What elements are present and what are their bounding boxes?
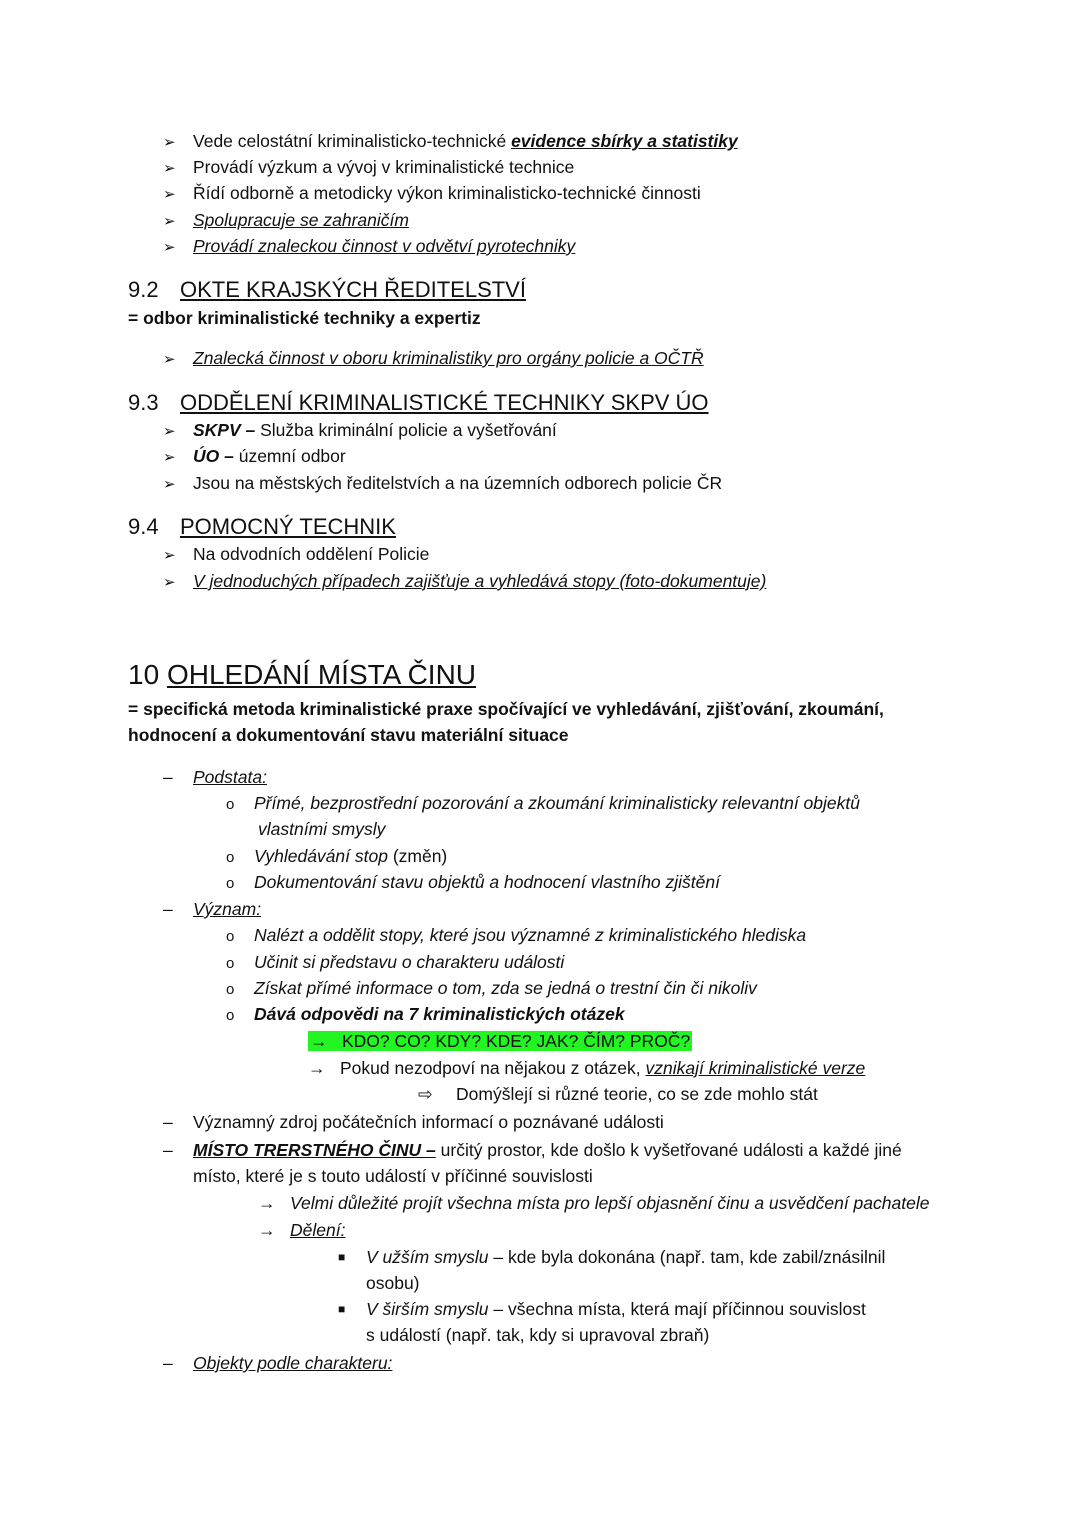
- section-title: ODDĚLENÍ KRIMINALISTICKÉ TECHNIKY SKPV ÚO: [180, 390, 709, 415]
- list-item: [226, 922, 806, 950]
- list-item: [338, 1244, 885, 1270]
- podstata-heading: [163, 764, 267, 790]
- item-text: Služba kriminální policie a vyšetřování: [255, 420, 557, 440]
- circle-bullet-icon: o: [226, 875, 235, 892]
- deleni-heading: [258, 1217, 345, 1243]
- list-item: [226, 843, 447, 871]
- list-item: [163, 180, 701, 208]
- vyznam-label: Význam:: [193, 899, 262, 919]
- dash-bullet-icon: –: [163, 767, 173, 787]
- arrow-icon: →: [258, 1193, 276, 1213]
- list-item: [163, 1109, 664, 1135]
- arrowhead-bullet-icon: ➢: [163, 186, 176, 203]
- arrowhead-bullet-icon: ➢: [163, 423, 176, 440]
- circle-bullet-icon: o: [226, 1007, 235, 1024]
- objekty-label: Objekty podle charakteru:: [193, 1353, 393, 1373]
- misto-term: MÍSTO TRERSTNÉHO ČINU –: [193, 1140, 436, 1160]
- item-text: V jednoduchých případech zajišťuje a vyhledává stopy (foto-dokumentuje): [193, 571, 767, 591]
- arrow-icon: →: [258, 1220, 276, 1240]
- chapter-definition-line-2: hodnocení a dokumentování stavu materiální situace: [128, 725, 569, 745]
- list-item: [226, 949, 564, 977]
- list-item: [163, 207, 409, 235]
- item-text: Řídí odborně a metodicky výkon kriminalisticko-technické činnosti: [193, 183, 701, 203]
- section-heading-9-2: [128, 275, 526, 305]
- list-item: [163, 154, 574, 182]
- list-item: [226, 790, 860, 818]
- item-text: Znalecká činnost v oboru kriminalistiky pro orgány policie a OČTŘ: [193, 348, 704, 368]
- square-bullet-icon: ■: [338, 1250, 346, 1264]
- item-text-continued: s událostí (např. tak, kdy si upravoval zbraň): [366, 1325, 710, 1345]
- theories-line: [418, 1081, 818, 1107]
- dash-bullet-icon: –: [163, 1353, 173, 1373]
- circle-bullet-icon: o: [226, 955, 235, 972]
- arrowhead-bullet-icon: ➢: [163, 134, 176, 151]
- item-term: V užším smyslu: [366, 1247, 489, 1267]
- section-heading-9-4: [128, 512, 396, 542]
- square-bullet-icon: ■: [338, 1302, 346, 1316]
- arrowhead-bullet-icon: ➢: [163, 351, 176, 368]
- section-heading-9-3: [128, 388, 709, 418]
- versions-text: Pokud nezodpoví na nějakou z otázek,: [340, 1058, 646, 1078]
- chapter-heading-10: [128, 657, 476, 693]
- item-text: Získat přímé informace o tom, zda se jedná o trestní čin či nikoliv: [254, 978, 757, 998]
- section-number: 9.3: [128, 390, 159, 415]
- item-text-continued: osobu): [366, 1273, 420, 1293]
- chapter-title: OHLEDÁNÍ MÍSTA ČINU: [166, 659, 477, 690]
- chapter-definition-line-1: = specifická metoda kriminalistické praxe spočívající ve vyhledávání, zjišťování, zkoumání,: [128, 699, 884, 719]
- misto-note: [258, 1190, 929, 1216]
- list-item: [163, 345, 704, 373]
- arrowhead-bullet-icon: ➢: [163, 574, 176, 591]
- arrowhead-bullet-icon: ➢: [163, 239, 176, 256]
- item-text-rest: (změn): [387, 846, 448, 866]
- section-definition: = odbor kriminalistické techniky a expertiz: [128, 308, 481, 328]
- chapter-number: 10: [128, 659, 160, 690]
- highlighted-questions: [308, 1031, 692, 1051]
- item-text: Přímé, bezprostřední pozorování a zkoumání kriminalisticky relevantní objektů: [254, 793, 860, 813]
- list-item: [163, 470, 722, 498]
- objekty-heading: [163, 1350, 392, 1376]
- item-term: SKPV –: [193, 420, 256, 440]
- theories-text: Domýšlejí si různé teorie, co se zde mohlo stát: [456, 1084, 818, 1104]
- circle-bullet-icon: o: [226, 981, 235, 998]
- item-text: Spolupracuje se zahraničím: [193, 210, 409, 230]
- item-text: Významný zdroj počátečních informací o poznávané události: [193, 1112, 664, 1132]
- item-text: Vyhledávání stop: [254, 846, 388, 866]
- list-item: [163, 541, 429, 569]
- item-text: Na odvodních oddělení Policie: [193, 544, 430, 564]
- misto-text: určitý prostor, kde došlo k vyšetřované události a každé jiné: [435, 1140, 902, 1160]
- item-text: – kde byla dokonána (např. tam, kde zabil/znásilnil: [488, 1247, 886, 1267]
- list-item: [163, 128, 738, 156]
- circle-bullet-icon: o: [226, 849, 235, 866]
- section-number: 9.2: [128, 277, 159, 302]
- arrowhead-bullet-icon: ➢: [163, 547, 176, 564]
- hollow-arrow-icon: ⇨: [418, 1084, 433, 1104]
- note-text: Velmi důležité projít všechna místa pro lepší objasnění činu a usvědčení pachatele: [290, 1193, 930, 1213]
- item-term: ÚO –: [193, 446, 234, 466]
- item-text: Dokumentování stavu objektů a hodnocení vlastního zjištění: [254, 872, 720, 892]
- arrowhead-bullet-icon: ➢: [163, 449, 176, 466]
- item-term: V širším smyslu: [366, 1299, 489, 1319]
- circle-bullet-icon: o: [226, 928, 235, 945]
- section-number: 9.4: [128, 514, 159, 539]
- list-item: [163, 568, 766, 596]
- item-emphasis: evidence sbírky a statistiky: [511, 131, 738, 151]
- versions-line: [308, 1055, 865, 1081]
- podstata-label: Podstata:: [193, 767, 267, 787]
- item-text-continued: vlastními smysly: [258, 819, 386, 839]
- circle-bullet-icon: o: [226, 796, 235, 813]
- section-title: POMOCNÝ TECHNIK: [180, 514, 396, 539]
- item-text: územní odbor: [233, 446, 346, 466]
- questions-line: [308, 1028, 692, 1054]
- item-text: Učinit si představu o charakteru události: [254, 952, 565, 972]
- item-text: – všechna místa, která mají příčinnou souvislost: [488, 1299, 866, 1319]
- versions-emphasis: vznikají kriminalistické verze: [645, 1058, 866, 1078]
- list-item: [226, 869, 720, 897]
- list-item: [338, 1296, 866, 1322]
- arrow-icon: →: [310, 1031, 328, 1051]
- section-title: OKTE KRAJSKÝCH ŘEDITELSTVÍ: [180, 277, 526, 302]
- list-item: [163, 417, 557, 445]
- item-text: Provádí znaleckou činnost v odvětví pyrotechniky: [193, 236, 576, 256]
- item-text: Vede celostátní kriminalisticko-technické: [193, 131, 512, 151]
- questions-text: KDO? CO? KDY? KDE? JAK? ČÍM? PROČ?: [342, 1031, 691, 1051]
- arrowhead-bullet-icon: ➢: [163, 213, 176, 230]
- arrow-icon: →: [308, 1058, 326, 1078]
- arrowhead-bullet-icon: ➢: [163, 160, 176, 177]
- item-text: Jsou na městských ředitelstvích a na územních odborech policie ČR: [193, 473, 723, 493]
- list-item: [226, 1001, 625, 1029]
- item-text: Nalézt a oddělit stopy, které jsou významné z kriminalistického hlediska: [254, 925, 807, 945]
- item-text: Dává odpovědi na 7 kriminalistických otázek: [254, 1004, 625, 1024]
- misto-text-continued: místo, které je s touto událostí v příčinné souvislosti: [193, 1166, 593, 1186]
- item-text: Provádí výzkum a vývoj v kriminalistické technice: [193, 157, 575, 177]
- list-item: [163, 443, 346, 471]
- vyznam-heading: [163, 896, 261, 922]
- deleni-label: Dělení:: [290, 1220, 346, 1240]
- dash-bullet-icon: –: [163, 899, 173, 919]
- misto-item: [163, 1137, 902, 1163]
- arrowhead-bullet-icon: ➢: [163, 476, 176, 493]
- list-item: [163, 233, 575, 261]
- dash-bullet-icon: –: [163, 1112, 173, 1132]
- dash-bullet-icon: –: [163, 1140, 173, 1160]
- list-item: [226, 975, 757, 1003]
